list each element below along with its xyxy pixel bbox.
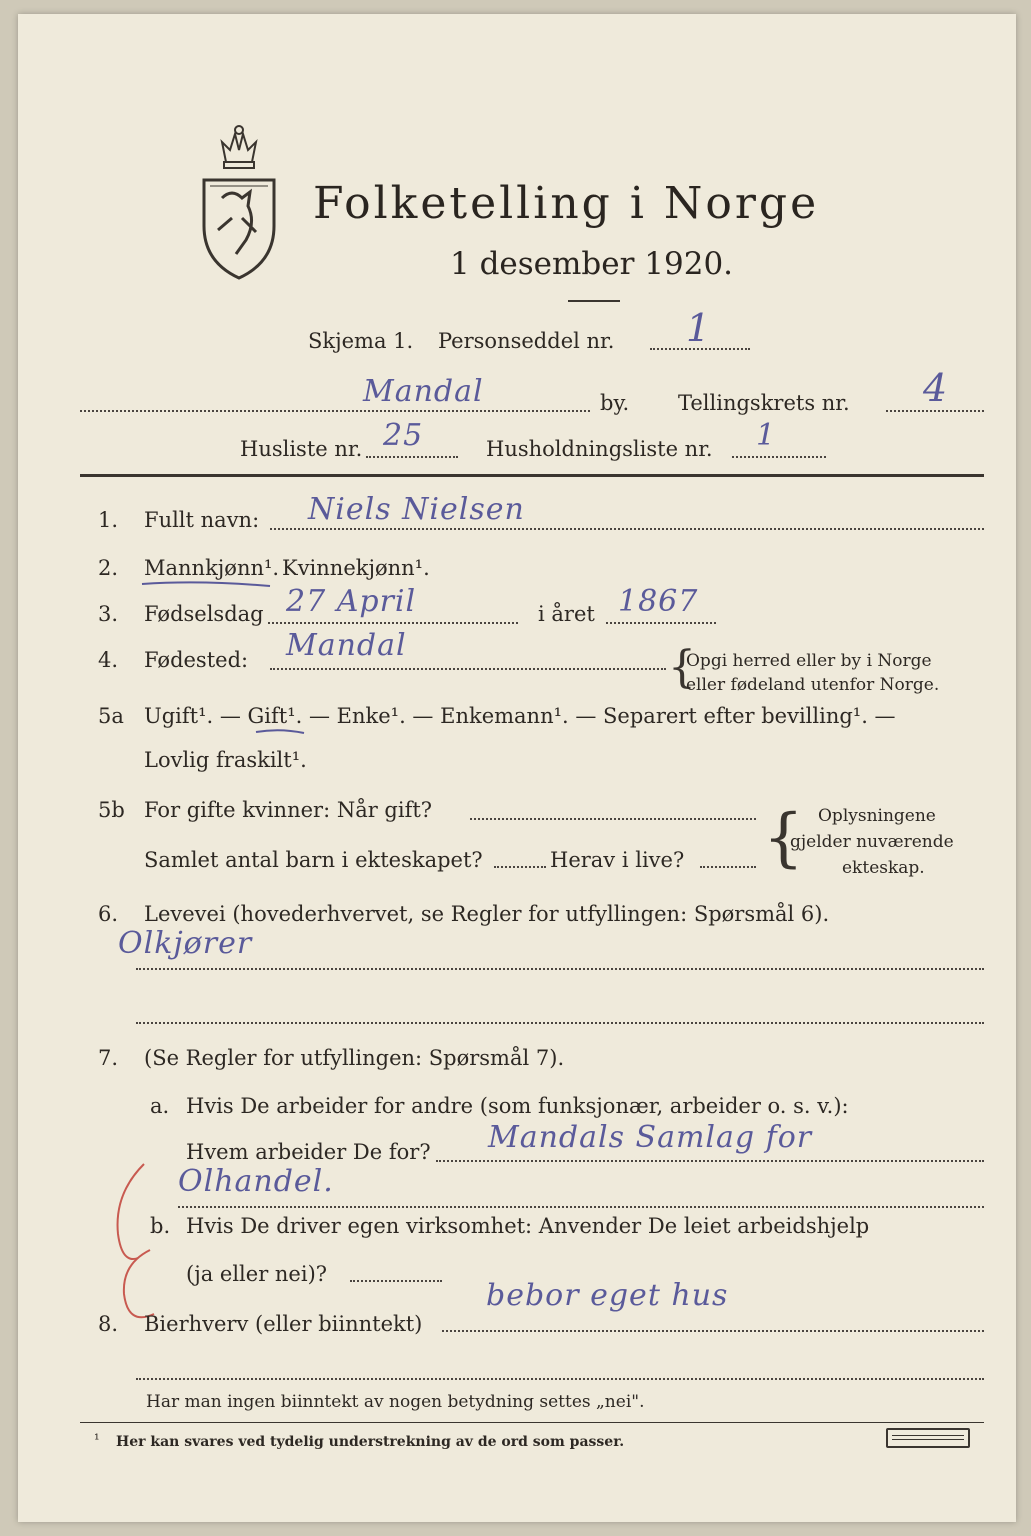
q4-brace: {: [668, 642, 696, 693]
q7a-value1: Mandals Samlag for: [488, 1120, 813, 1155]
q4-number: 4.: [98, 648, 119, 672]
husholdning-label: Husholdningsliste nr.: [486, 437, 713, 461]
q7-label: (Se Regler for utfyllingen: Spørsmål 7).: [144, 1046, 565, 1070]
q4-value: Mandal: [286, 628, 407, 663]
q3-value: 27 April: [286, 584, 417, 619]
footer-note: Har man ingen biinntekt av nogen betydning settes „nei".: [146, 1392, 645, 1412]
q2-mann: Mannkjønn¹.: [144, 556, 280, 580]
skjema-label: Skjema 1.: [308, 329, 414, 353]
q6-line2: [136, 1022, 984, 1024]
tellingskrets-label: Tellingskrets nr.: [678, 391, 850, 415]
q6-label: Levevei (hovederhvervet, se Regler for utfyllingen: Spørsmål 6).: [144, 902, 830, 926]
q5b-alive-line: [700, 866, 756, 868]
q3-year-line: [606, 622, 716, 624]
by-label: by.: [600, 391, 630, 415]
footer-rule: [80, 1422, 984, 1423]
q3-year-value: 1867: [618, 584, 699, 619]
by-value: Mandal: [363, 374, 484, 409]
q5b-label1: For gifte kvinner: Når gift?: [144, 798, 433, 822]
form-title: Folketelling i Norge: [313, 178, 820, 229]
q3-number: 3.: [98, 602, 119, 626]
footnote-text: Her kan svares ved tydelig understrekning av de ord som passer.: [116, 1434, 625, 1450]
q7b-letter: b.: [150, 1214, 171, 1238]
q5b-note-line2: gjelder nuværende: [790, 832, 954, 852]
q8-value: bebor eget hus: [486, 1278, 729, 1313]
q7a-letter: a.: [150, 1094, 170, 1118]
q2-number: 2.: [98, 556, 119, 580]
q8-label: Bierhverv (eller biinntekt): [144, 1312, 423, 1336]
q8-number: 8.: [98, 1312, 119, 1336]
husliste-line: [366, 456, 458, 458]
footnote-mark: ¹: [94, 1432, 100, 1448]
census-form: [18, 14, 1016, 1522]
q3-year-label: i året: [538, 602, 595, 626]
q7b-line1: Hvis De driver egen virksomhet: Anvender De leiet arbeidshjelp: [186, 1214, 870, 1238]
q7-number: 7.: [98, 1046, 119, 1070]
q2-kvinne: Kvinnekjønn¹.: [282, 556, 430, 580]
q4-note-line2: eller fødeland utenfor Norge.: [686, 675, 940, 695]
husholdning-line: [732, 456, 826, 458]
coat-of-arms-icon: [196, 122, 282, 282]
mann-underline-mark: [140, 578, 276, 592]
header-rule: [80, 474, 984, 477]
tellingskrets-line: [886, 410, 984, 412]
husholdning-value: 1: [756, 418, 777, 453]
q6-value: Olkjører: [118, 926, 253, 961]
gift-underline-mark: [254, 726, 308, 738]
q3-label: Fødselsdag: [144, 602, 264, 626]
q5b-note-line3: ekteskap.: [842, 858, 925, 878]
q7b-line2: (ja eller nei)?: [186, 1262, 328, 1286]
q3-line: [268, 622, 518, 624]
by-line: [80, 410, 590, 412]
q6-line1: [136, 968, 984, 970]
printer-stamp-icon: [886, 1428, 970, 1448]
q5a-number: 5a: [98, 704, 124, 728]
red-pencil-mark: [104, 1154, 174, 1334]
q4-line: [270, 668, 666, 670]
tellingskrets-value: 4: [923, 366, 949, 410]
q8-line: [442, 1330, 984, 1332]
q5b-number: 5b: [98, 798, 125, 822]
q7a-line2-rule: [178, 1206, 984, 1208]
q5b-when-line: [470, 818, 756, 820]
husliste-value: 25: [383, 418, 424, 453]
q1-line: [270, 528, 984, 530]
title-divider: [568, 300, 620, 302]
q5b-brace: {: [763, 801, 804, 875]
q7a-value2: Olhandel.: [178, 1164, 334, 1199]
husliste-label: Husliste nr.: [240, 437, 363, 461]
q8-line2: [136, 1378, 984, 1380]
q5b-children-line: [494, 866, 546, 868]
personseddel-label: Personseddel nr.: [438, 329, 615, 353]
q4-label: Fødested:: [144, 648, 249, 672]
q7b-line: [350, 1280, 442, 1282]
census-date: 1 desember 1920.: [450, 246, 734, 282]
q7a-line1: Hvis De arbeider for andre (som funksjonær, arbeider o. s. v.):: [186, 1094, 849, 1118]
q5b-note-line1: Oplysningene: [818, 806, 936, 826]
q5a-line2: Lovlig fraskilt¹.: [144, 748, 307, 772]
q5b-label2: Samlet antal barn i ekteskapet?: [144, 848, 483, 872]
q6-number: 6.: [98, 902, 119, 926]
q1-value: Niels Nielsen: [308, 492, 525, 527]
q4-note-line1: Opgi herred eller by i Norge: [686, 651, 932, 671]
q7a-line2: Hvem arbeider De for?: [186, 1140, 431, 1164]
q1-number: 1.: [98, 508, 119, 532]
personseddel-value: 1: [686, 306, 712, 350]
q5b-label3: Herav i live?: [550, 848, 685, 872]
q7a-line: [436, 1160, 984, 1162]
q5a-line1: Ugift¹. — Gift¹. — Enke¹. — Enkemann¹. — Separert efter bevilling¹. —: [144, 704, 896, 728]
q1-label: Fullt navn:: [144, 508, 260, 532]
